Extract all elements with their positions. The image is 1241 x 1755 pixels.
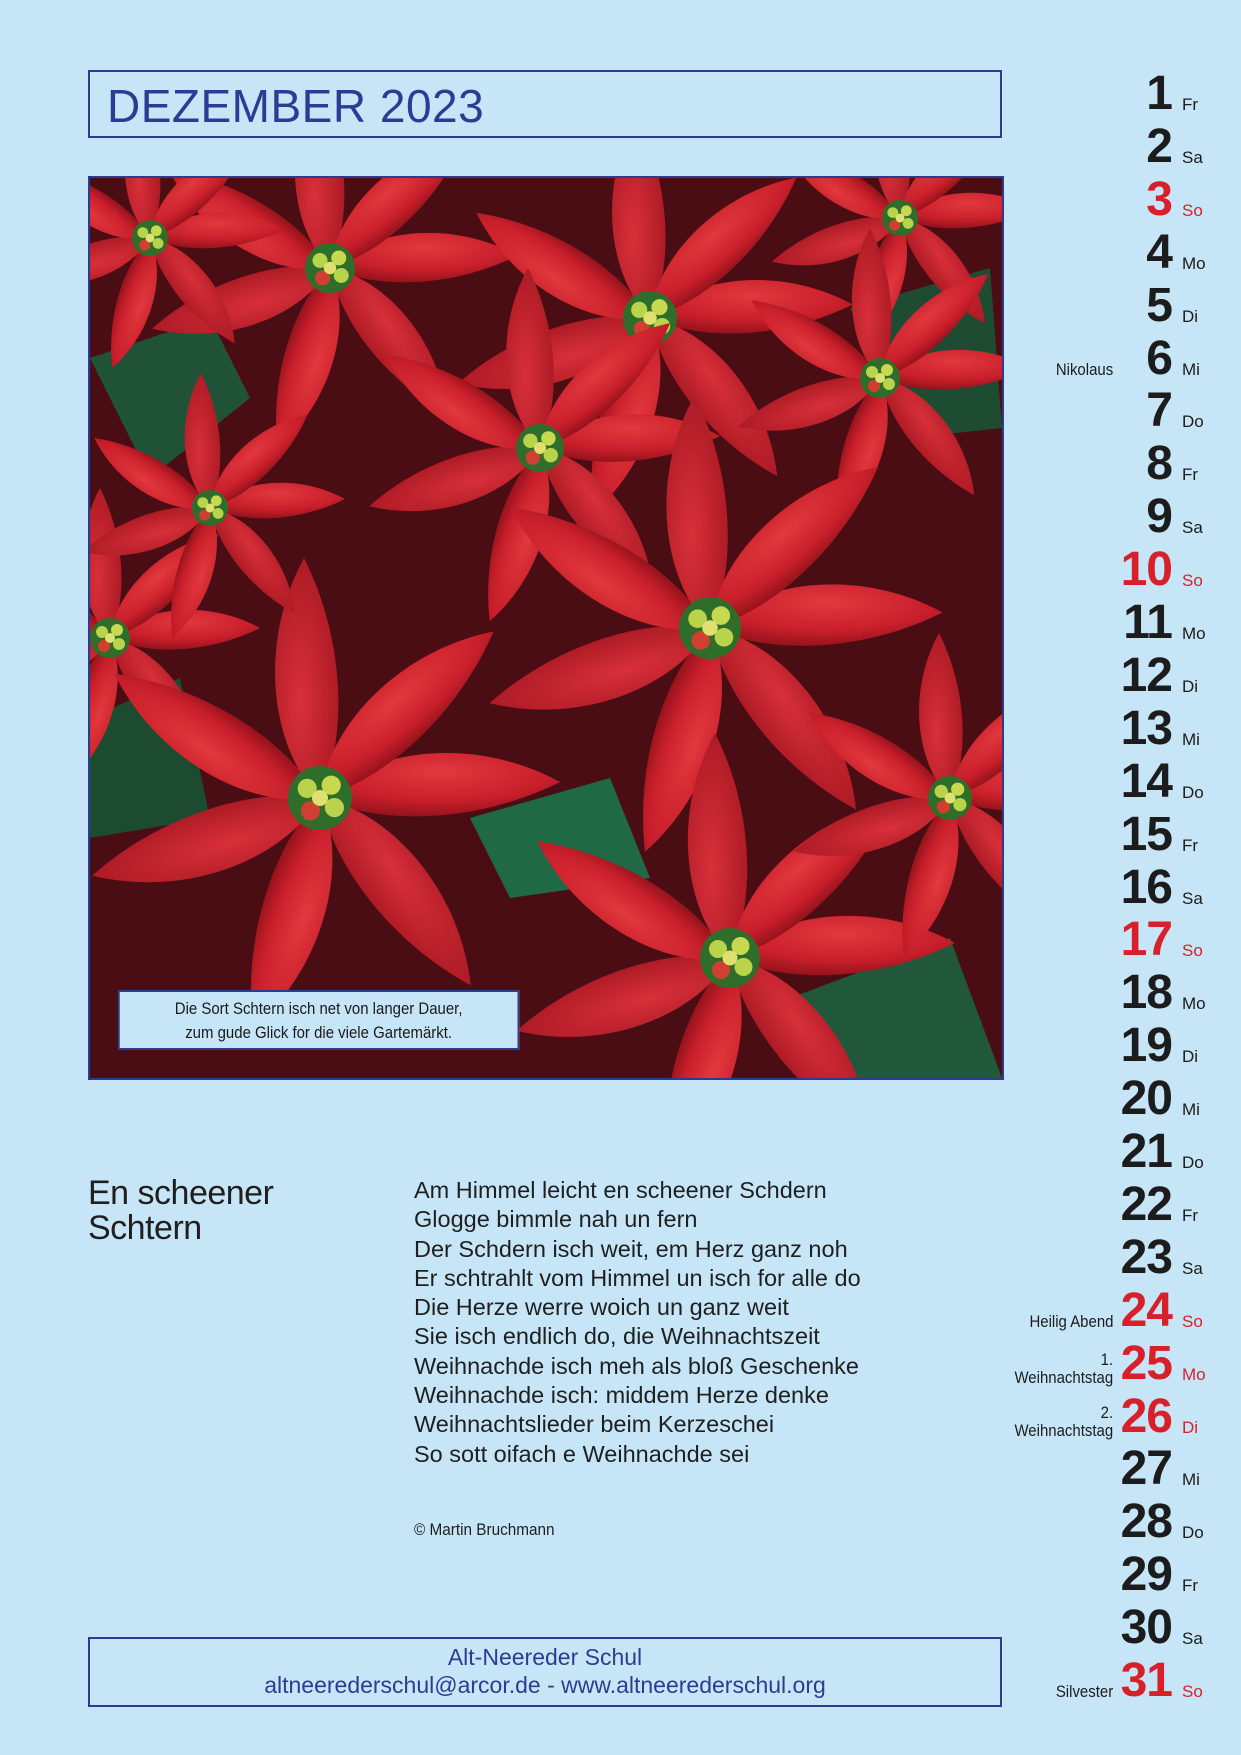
calendar-day-27	[1000, 1443, 1241, 1496]
calendar-day-1	[1000, 68, 1241, 121]
poem-line: Glogge bimmle nah un fern	[414, 1206, 698, 1233]
weekday-label: Fr	[1182, 835, 1199, 855]
day-number: 23	[1120, 1230, 1172, 1284]
day-number: 27	[1120, 1442, 1172, 1496]
calendar-day-8	[1000, 438, 1241, 491]
poem-title-line-1: En scheener	[88, 1174, 274, 1212]
poem-line: Am Himmel leicht en scheener Schdern	[414, 1177, 827, 1203]
calendar-day-12	[1000, 650, 1241, 703]
poem-line: Sie isch endlich do, die Weihnachtszeit	[414, 1323, 820, 1350]
calendar-day-11	[1000, 597, 1241, 650]
day-number: 7	[1146, 384, 1172, 438]
calendar-day-31	[1000, 1655, 1241, 1708]
calendar-day-30	[1000, 1602, 1241, 1655]
day-number: 11	[1123, 596, 1172, 649]
day-number: 29	[1120, 1548, 1172, 1602]
weekday-label: So	[1182, 1311, 1203, 1331]
day-number: 20	[1120, 1072, 1172, 1126]
calendar-day-note: Nikolaus	[1055, 359, 1113, 379]
weekday-label: Di	[1182, 1417, 1199, 1437]
day-number: 24	[1120, 1283, 1172, 1337]
day-number: 17	[1120, 913, 1172, 967]
day-number: 9	[1146, 490, 1172, 544]
weekday-label: Mo	[1182, 1364, 1206, 1384]
day-number: 5	[1146, 278, 1172, 332]
calendar-day-4	[1000, 227, 1241, 280]
weekday-label: Do	[1182, 1523, 1204, 1543]
day-number: 4	[1146, 225, 1172, 279]
calendar-day-note: Silvester	[1055, 1682, 1113, 1701]
poinsettia-photo	[88, 176, 1004, 1080]
calendar-day-23	[1000, 1232, 1241, 1285]
day-number: 8	[1146, 437, 1172, 491]
weekday-label: Fr	[1182, 1576, 1199, 1596]
calendar-day-17	[1000, 914, 1241, 967]
month-title-box	[88, 70, 1002, 138]
caption-line-1: Die Sort Schtern isch net von langer Dauer,	[174, 999, 463, 1018]
weekday-label: Di	[1182, 676, 1199, 696]
calendar-day-3	[1000, 174, 1241, 227]
day-number: 31	[1120, 1654, 1172, 1707]
note-line: Weihnachtstag	[1014, 1420, 1113, 1440]
poem-title-line-2: Schtern	[88, 1209, 202, 1247]
calendar-day-note	[1014, 1351, 1113, 1387]
note-line: 2.	[1100, 1402, 1113, 1422]
calendar-day-5	[1000, 280, 1241, 333]
day-number: 19	[1120, 1019, 1172, 1073]
weekday-label: Sa	[1182, 1629, 1203, 1649]
poem-line: Weihnachde isch meh als bloß Geschenke	[414, 1352, 859, 1379]
calendar-day-9	[1000, 491, 1241, 544]
calendar-day-6	[1000, 333, 1241, 386]
calendar-day-15	[1000, 809, 1241, 862]
weekday-label: Fr	[1182, 465, 1199, 485]
calendar-day-24	[1000, 1285, 1241, 1338]
weekday-label: Do	[1182, 1153, 1204, 1172]
day-number: 14	[1120, 754, 1172, 808]
weekday-label: Mo	[1182, 994, 1206, 1014]
weekday-label: Mi	[1182, 359, 1200, 379]
weekday-label: Mo	[1182, 624, 1206, 643]
poinsettia-image	[90, 178, 1002, 1078]
weekday-label: So	[1182, 200, 1203, 220]
weekday-label: Mi	[1182, 1100, 1200, 1120]
weekday-label: Mi	[1182, 1470, 1200, 1490]
day-number: 3	[1146, 172, 1172, 226]
weekday-label: Sa	[1182, 888, 1203, 908]
calendar-day-13	[1000, 703, 1241, 756]
weekday-label: Do	[1182, 412, 1204, 432]
day-number: 2	[1146, 119, 1172, 173]
weekday-label: So	[1182, 1682, 1203, 1701]
weekday-label: Fr	[1182, 95, 1199, 114]
note-line: 1.	[1100, 1349, 1113, 1369]
footer-contact: altneerederschul@arcor.de - www.altneerederschul.org	[264, 1672, 826, 1698]
month-title: DEZEMBER 2023	[107, 80, 485, 132]
calendar-day-18	[1000, 967, 1241, 1020]
weekday-label: Sa	[1182, 1258, 1203, 1278]
weekday-label: So	[1182, 571, 1203, 591]
day-number: 6	[1146, 331, 1172, 385]
poem-line: So sott oifach e Weihnachde sei	[414, 1440, 750, 1467]
weekday-label: Fr	[1182, 1205, 1199, 1225]
photo-caption	[118, 990, 519, 1050]
calendar-day-19	[1000, 1020, 1241, 1073]
poem-text	[414, 1176, 974, 1469]
calendar-day-10	[1000, 544, 1241, 597]
day-number: 16	[1120, 860, 1172, 914]
calendar-day-7	[1000, 385, 1241, 438]
day-number: 15	[1120, 807, 1172, 861]
day-number: 18	[1120, 966, 1172, 1020]
weekday-label: Do	[1182, 782, 1204, 802]
calendar-day-22	[1000, 1179, 1241, 1232]
day-number: 1	[1146, 67, 1172, 120]
weekday-label: Mo	[1182, 253, 1206, 273]
weekday-label: Di	[1182, 306, 1199, 326]
day-number: 12	[1120, 648, 1172, 702]
weekday-label: Di	[1182, 1047, 1199, 1067]
day-number: 25	[1120, 1336, 1172, 1390]
footer-name: Alt-Neereder Schul	[447, 1644, 643, 1670]
poem-line: Weihnachtslieder beim Kerzeschei	[414, 1411, 775, 1438]
weekday-label: Sa	[1182, 147, 1203, 167]
calendar-day-note: Heilig Abend	[1028, 1311, 1113, 1331]
weekday-label: Mi	[1182, 729, 1200, 749]
day-number: 10	[1120, 543, 1172, 597]
poem-line: Der Schdern isch weit, em Herz ganz noh	[414, 1235, 848, 1262]
note-line: Weihnachtstag	[1014, 1367, 1113, 1387]
calendar-day-2	[1000, 121, 1241, 174]
caption-line-2: zum gude Glick for die viele Gartemärkt.	[185, 1023, 453, 1042]
copyright-note: © Martin Bruchmann	[414, 1520, 555, 1539]
calendar-day-16	[1000, 862, 1241, 915]
day-number: 28	[1120, 1495, 1172, 1549]
calendar-day-29	[1000, 1549, 1241, 1602]
weekday-label: So	[1182, 941, 1203, 961]
calendar-day-25	[1000, 1338, 1241, 1391]
weekday-label: Sa	[1182, 518, 1203, 538]
day-number: 21	[1120, 1125, 1172, 1178]
calendar-day-26	[1000, 1391, 1241, 1444]
poem-line: Er schtrahlt vom Himmel un isch for alle do	[414, 1264, 861, 1291]
day-number: 13	[1120, 701, 1172, 755]
poem-title	[88, 1176, 328, 1246]
poem-line: Die Herze werre woich un ganz weit	[414, 1294, 789, 1321]
calendar-column	[1000, 68, 1241, 1728]
day-number: 26	[1120, 1389, 1172, 1443]
calendar-day-20	[1000, 1073, 1241, 1126]
calendar-day-note	[1014, 1404, 1113, 1440]
day-number: 30	[1120, 1601, 1172, 1655]
calendar-day-28	[1000, 1496, 1241, 1549]
calendar-day-21	[1000, 1126, 1241, 1179]
poem-line: Weihnachde isch: middem Herze denke	[414, 1382, 829, 1409]
day-number: 22	[1120, 1177, 1172, 1231]
footer-box	[88, 1637, 1002, 1707]
calendar-day-14	[1000, 756, 1241, 809]
